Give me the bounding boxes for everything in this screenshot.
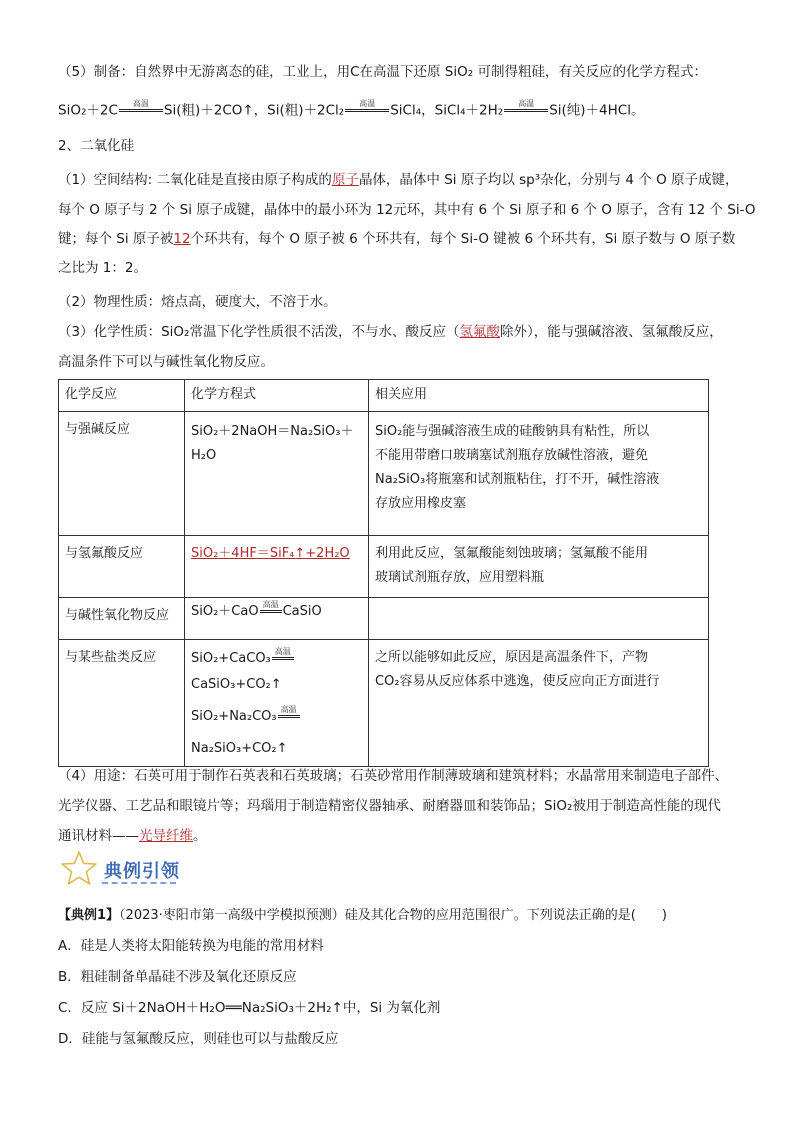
reaction-table (58, 379, 709, 767)
high-temp-arrow: 高温 (278, 706, 300, 727)
reaction-application: 之所以能够如此反应，原因是高温条件下，产物 CO₂容易从反应体系中逃逸，使反应向正方面进行 (369, 640, 709, 767)
high-temp-arrow-3: 高温 (504, 100, 548, 121)
high-temp-arrow-1: 高温 (119, 100, 163, 121)
section-title: 2、二氧化硅 (58, 138, 135, 154)
option-a: A．硅是人类将太阳能转换为电能的常用材料 (58, 938, 324, 954)
table-row (59, 640, 709, 767)
eq-c-right: Si(纯)＋4HCl。 (549, 102, 645, 119)
option-c: C．反应 Si＋2NaOH＋H₂O══Na₂SiO₃＋2H₂↑中，Si 为氧化剂 (58, 1000, 441, 1016)
structure-line-1: （1）空间结构: 二氧化硅是直接由原子构成的原子晶体，晶体中 Si 原子均以 sp³杂化，分别与 4 个 O 原子成键， (58, 172, 739, 188)
physical-properties: （2）物理性质：熔点高，硬度大，不溶于水。 (58, 294, 337, 310)
reaction-name: 与某些盐类反应 (59, 640, 185, 767)
structure-line-3: 键；每个 Si 原子被12个环共有，每个 O 原子被 6 个环共有，每个 Si-O 键被 6 个环共有，Si 原子数与 O 原子数 (58, 231, 736, 247)
prep-equations (58, 100, 736, 121)
example-tag: 【典例1】 (58, 908, 120, 923)
reaction-name: 与强碱反应 (59, 412, 185, 536)
reaction-name: 与氢氟酸反应 (59, 536, 185, 598)
prep-intro: （5）制备：自然界中无游离态的硅，工业上，用C在高温下还原 SiO₂ 可制得粗硅，有关反应的化学方程式： (58, 64, 707, 80)
structure-line-4: 之比为 1：2。 (58, 260, 147, 276)
answer-ring-count: 12 (173, 231, 191, 247)
answer-hf: 氢氟酸 (459, 324, 500, 340)
eq-a-right: Si(粗)＋2CO↑，Si(粗)＋2Cl₂ (163, 102, 345, 119)
uses-line-1: （4）用途：石英可用于制作石英表和石英玻璃；石英砂常用作制薄玻璃和建筑材料；水晶常用来制造电子部件、 (58, 768, 729, 784)
uses-line-3: 通讯材料——光导纤维。 (58, 828, 207, 844)
structure-line-2: 每个 O 原子与 2 个 Si 原子成键，晶体中的最小环为 12元环，其中有 6 个 Si 原子和 6 个 O 原子，含有 12 个 Si-O (58, 202, 756, 218)
chemical-properties-line-1: （3）化学性质：SiO₂常温下化学性质很不活泼，不与水、酸反应（氢氟酸除外），能与强碱溶液、氢氟酸反应， (58, 324, 723, 340)
reaction-application: SiO₂能与强碱溶液生成的硅酸钠具有粘性，所以 不能用带磨口玻璃塞试剂瓶存放碱性溶液，避免 Na₂SiO₃将瓶塞和试剂瓶粘住，打不开，碱性溶液 存放应用橡皮塞 (369, 412, 709, 536)
chemical-properties-line-2: 高温条件下可以与碱性氧化物反应。 (58, 354, 274, 370)
table-header-row (59, 380, 709, 412)
reaction-equation (185, 536, 369, 598)
high-temp-arrow: 高温 (272, 648, 294, 669)
reaction-equation: SiO₂+CaCO₃ 高温 CaSiO₃+CO₂↑ SiO₂+Na₂CO₃ 高温 Na₂SiO₃+CO₂↑ (185, 640, 369, 767)
star-outline-icon (60, 850, 98, 886)
answer-atom-crystal: 原子 (331, 172, 359, 188)
reaction-application (369, 598, 709, 640)
header-reaction: 化学反应 (59, 380, 185, 412)
reaction-equation: SiO₂＋2NaOH＝Na₂SiO₃＋ H₂O (185, 412, 369, 536)
option-d: D．硅能与氢氟酸反应，则硅也可以与盐酸反应 (58, 1031, 339, 1047)
reaction-equation: SiO₂＋CaO 高温 CaSiO (185, 598, 369, 640)
uses-line-2: 光学仪器、工艺品和眼镜片等；玛瑙用于制造精密仪器轴承、耐磨器皿和装饰品；SiO₂被用于制造高性能的现代 (58, 798, 721, 814)
table-row (59, 598, 709, 640)
option-b: B．粗硅制备单晶硅不涉及氧化还原反应 (58, 969, 297, 985)
example-question: 【典例1】（2023·枣阳市第一高级中学模拟预测）硅及其化合物的应用范围很广。下列说法正确的是( ) (58, 908, 667, 923)
example-header-title: 典例引领 (104, 861, 180, 882)
eq-b-right: SiCl₄，SiCl₄＋2H₂ (390, 102, 504, 119)
high-temp-arrow-2: 高温 (345, 100, 389, 121)
table-row (59, 536, 709, 598)
answer-hf-equation: SiO₂＋4HF＝SiF₄↑+2H₂O (191, 546, 350, 561)
high-temp-arrow: 高温 (260, 601, 282, 622)
example-header-underline (102, 882, 176, 884)
header-equation: 化学方程式 (185, 380, 369, 412)
answer-optical-fiber: 光导纤维 (139, 828, 193, 844)
table-row (59, 412, 709, 536)
reaction-application: 利用此反应，氢氟酸能刻蚀玻璃；氢氟酸不能用 玻璃试剂瓶存放，应用塑料瓶 (369, 536, 709, 598)
eq-a-left: SiO₂＋2C (58, 102, 118, 119)
header-application: 相关应用 (369, 380, 709, 412)
reaction-name: 与碱性氧化物反应 (59, 598, 185, 640)
